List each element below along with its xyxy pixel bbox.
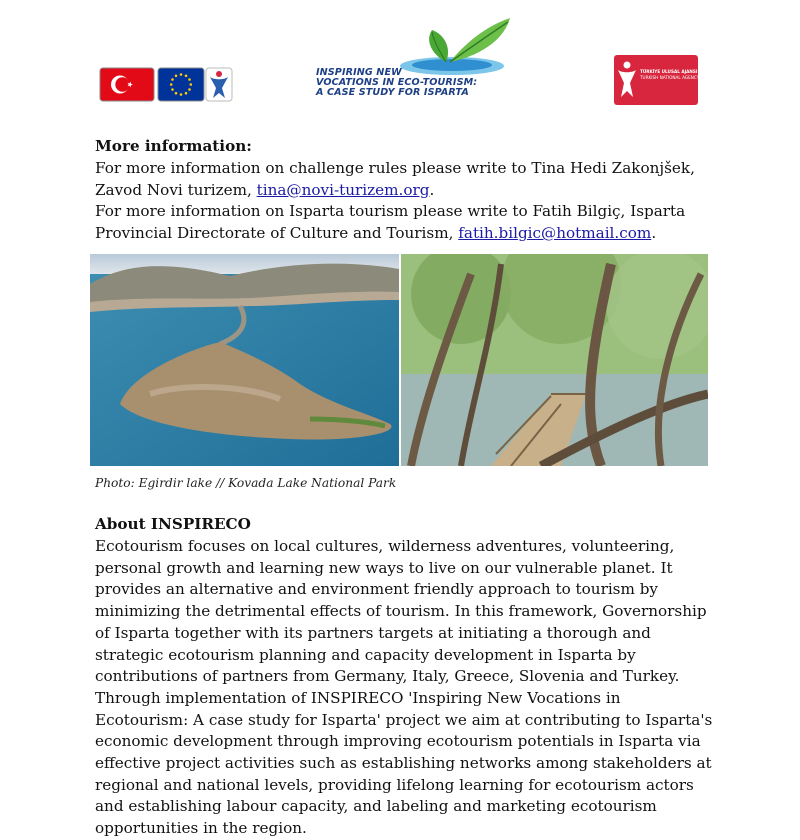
more-info-paragraph-2 (95, 201, 715, 244)
egirdir-lake-photo (90, 254, 399, 466)
more-info-body (95, 158, 715, 245)
more-info-text-1: For more information on challenge rules please write to Tina Hedi Zakonjšek, Zavod Novi turizem, (95, 159, 695, 199)
photo-caption: Photo: Egirdir lake // Kovada Lake National Park (95, 476, 397, 490)
logo-line-1: INSPIRING NEW (316, 67, 402, 78)
about-heading: About INSPIRECO (95, 515, 251, 533)
about-body: Ecotourism focuses on local cultures, wilderness adventures, volunteering, personal growth and learning new ways to live on our vulnerable planet. It provides an alternative and environment friendly approach to tourism by minimizing the detrimental effects of tourism. In this framework, Governorship of Isparta together with its partners targets at initiating a thorough and strategic ecotourism planning and capacity development in Isparta by contributions of partners from Germany, Italy, Greece, Slovenia and Turkey. Through implementation of INSPIRECO 'Inspiring New Vocations in Ecotourism: A case study for Isparta' project we aim at contributing to Isparta's economic development through improving ecotourism potentials in Isparta via effective project activities such as establishing networks among stakeholders at regional and national levels, providing lifelong learning for ecotourism actors and establishing labour capacity, and labeling and marketing ecotourism opportunities in the region. (95, 537, 713, 838)
agency-line-2: TURKISH NATIONAL AGENCY (640, 75, 700, 80)
agency-line-1: TÜRKİYE ULUSAL AJANSI (640, 69, 698, 74)
more-info-heading: More information: (95, 137, 252, 155)
email-link-fatih[interactable]: fatih.bilgic@hotmail.com (458, 224, 652, 243)
kovada-lake-park-photo (401, 254, 708, 466)
more-info-text-2: For more information on Isparta tourism please write to Fatih Bilgiç, Isparta Provincial Directorate of Culture and Tourism, (95, 202, 686, 243)
period-1: . (429, 180, 435, 199)
period-2: . (651, 224, 657, 243)
inspireco-logo-text (316, 68, 477, 97)
logo-line-3: A CASE STUDY FOR ISPARTA (316, 86, 469, 98)
partner-flags-logo (98, 66, 234, 102)
logo-line-2: VOCATIONS IN ECO-TOURISM: (316, 76, 478, 88)
national-agency-logo (614, 55, 698, 105)
inspireco-logo (314, 16, 514, 108)
more-info-paragraph-1 (95, 158, 715, 201)
agency-logo-text (640, 69, 699, 81)
flags-icon (98, 66, 234, 102)
email-link-tina[interactable]: tina@novi-turizem.org (256, 180, 430, 199)
